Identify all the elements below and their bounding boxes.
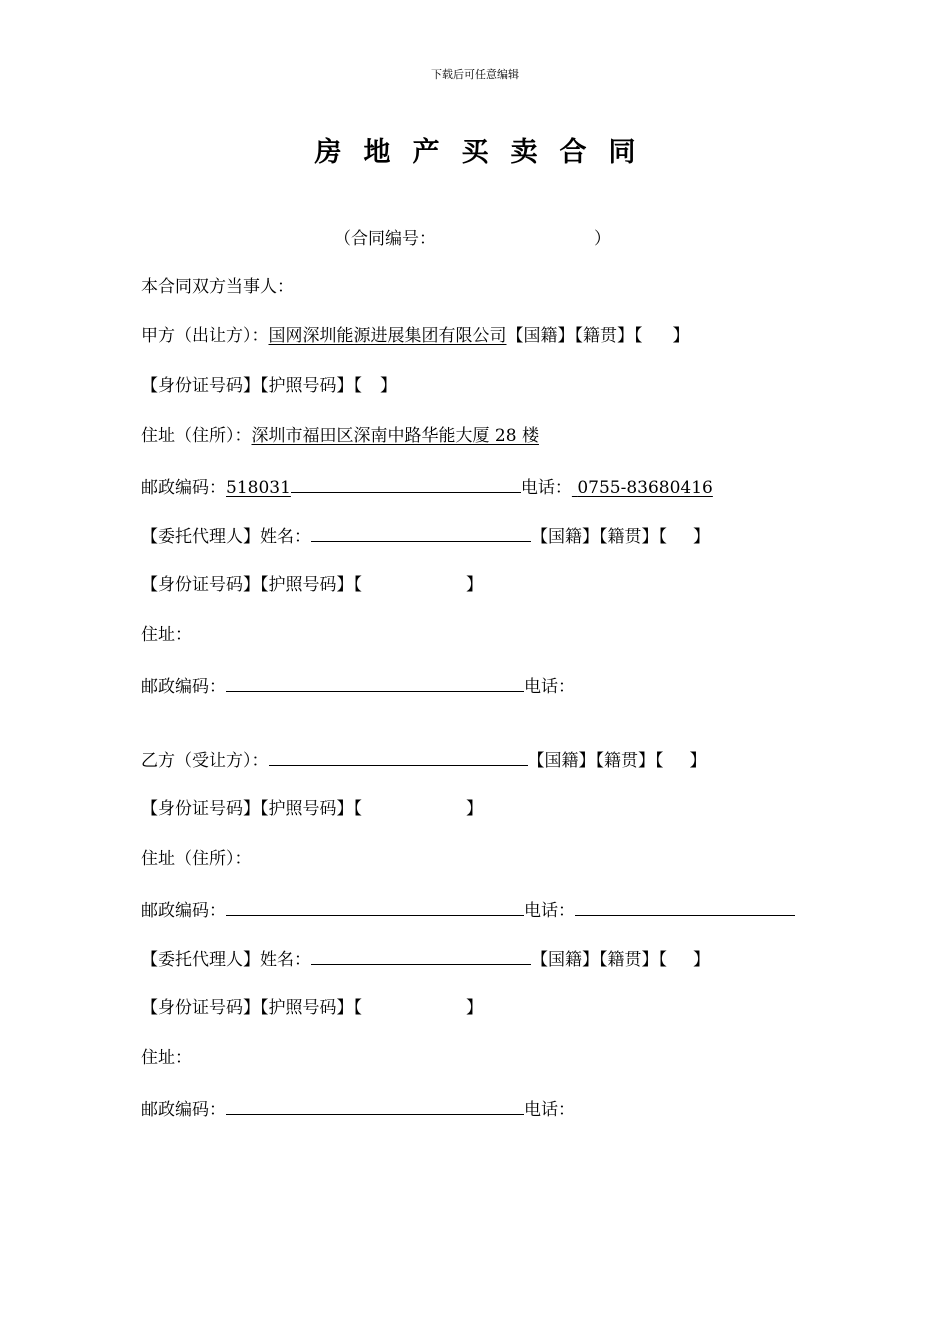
seller-agent-nationality-close: 】 [693,527,710,547]
buyer-nationality: 【国籍】【籍贯】【 [527,751,664,771]
buyer-label: 乙方（受让方）： [141,751,269,771]
buyer-agent-address-label: 住址： [141,1048,192,1068]
parties-intro: 本合同双方当事人： [141,277,294,297]
seller-agent-postal-line [141,674,575,698]
seller-agent-name-label: 【委托代理人】姓名： [141,527,311,547]
buyer-agent-nationality: 【国籍】【籍贯】【 [531,950,667,970]
buyer-id-line [141,798,483,820]
seller-postal-line [141,475,713,499]
seller-label: 甲方（出让方）： [141,326,269,346]
buyer-agent-id-line [141,997,483,1019]
buyer-postal-line [141,898,795,922]
seller-nationality: 【国籍】【籍贯】【 [506,326,643,346]
seller-phone-label: 电话： [520,478,572,498]
contract-number-close: ） [594,229,611,249]
seller-agent-id-line [141,574,483,596]
buyer-phone-label: 电话： [524,901,575,921]
document-title: 房地产买卖合同 [314,137,658,168]
buyer-agent-postal-label: 邮政编码： [141,1100,226,1120]
buyer-agent-line [141,947,710,971]
seller-id-line [141,375,397,397]
seller-agent-line [141,524,710,548]
buyer-address-label: 住址（住所）： [141,849,252,869]
buyer-agent-phone-label: 电话： [524,1100,575,1120]
buyer-id-close: 】 [466,799,483,819]
seller-agent-postal-label: 邮政编码： [141,677,226,697]
buyer-agent-nationality-close: 】 [693,950,710,970]
buyer-agent-postal-line [141,1097,575,1121]
seller-postal: 518031 [226,478,291,498]
seller-id-close: 】 [380,376,397,396]
seller-id-label: 【身份证号码】【护照号码】【 [141,376,362,396]
seller-agent-id-label: 【身份证号码】【护照号码】【 [141,575,362,595]
seller-name: 国网深圳能源进展集团有限公司 [268,326,507,346]
seller-address-line [141,425,539,447]
seller-agent-address-label: 住址： [141,625,192,645]
header-note: 下载后可任意编辑 [431,68,519,81]
buyer-line [141,748,707,772]
seller-phone: 0755-83680416 [577,478,713,498]
seller-address: 深圳市福田区深南中路华能大厦 28 楼 [251,426,539,446]
seller-agent-nationality: 【国籍】【籍贯】【 [531,527,667,547]
buyer-agent-name-label: 【委托代理人】姓名： [141,950,311,970]
seller-agent-id-close: 】 [466,575,483,595]
buyer-nationality-close: 】 [689,751,707,771]
contract-number [334,224,611,249]
seller-postal-label: 邮政编码： [141,478,226,498]
seller-nationality-close: 】 [672,326,690,346]
buyer-agent-id-close: 】 [466,998,483,1018]
seller-agent-phone-label: 电话： [524,677,575,697]
contract-number-open: （合同编号： [334,229,436,249]
seller-address-label: 住址（住所）： [141,426,252,446]
buyer-postal-label: 邮政编码： [141,901,226,921]
buyer-agent-id-label: 【身份证号码】【护照号码】【 [141,998,362,1018]
seller-line [141,325,690,347]
buyer-id-label: 【身份证号码】【护照号码】【 [141,799,362,819]
